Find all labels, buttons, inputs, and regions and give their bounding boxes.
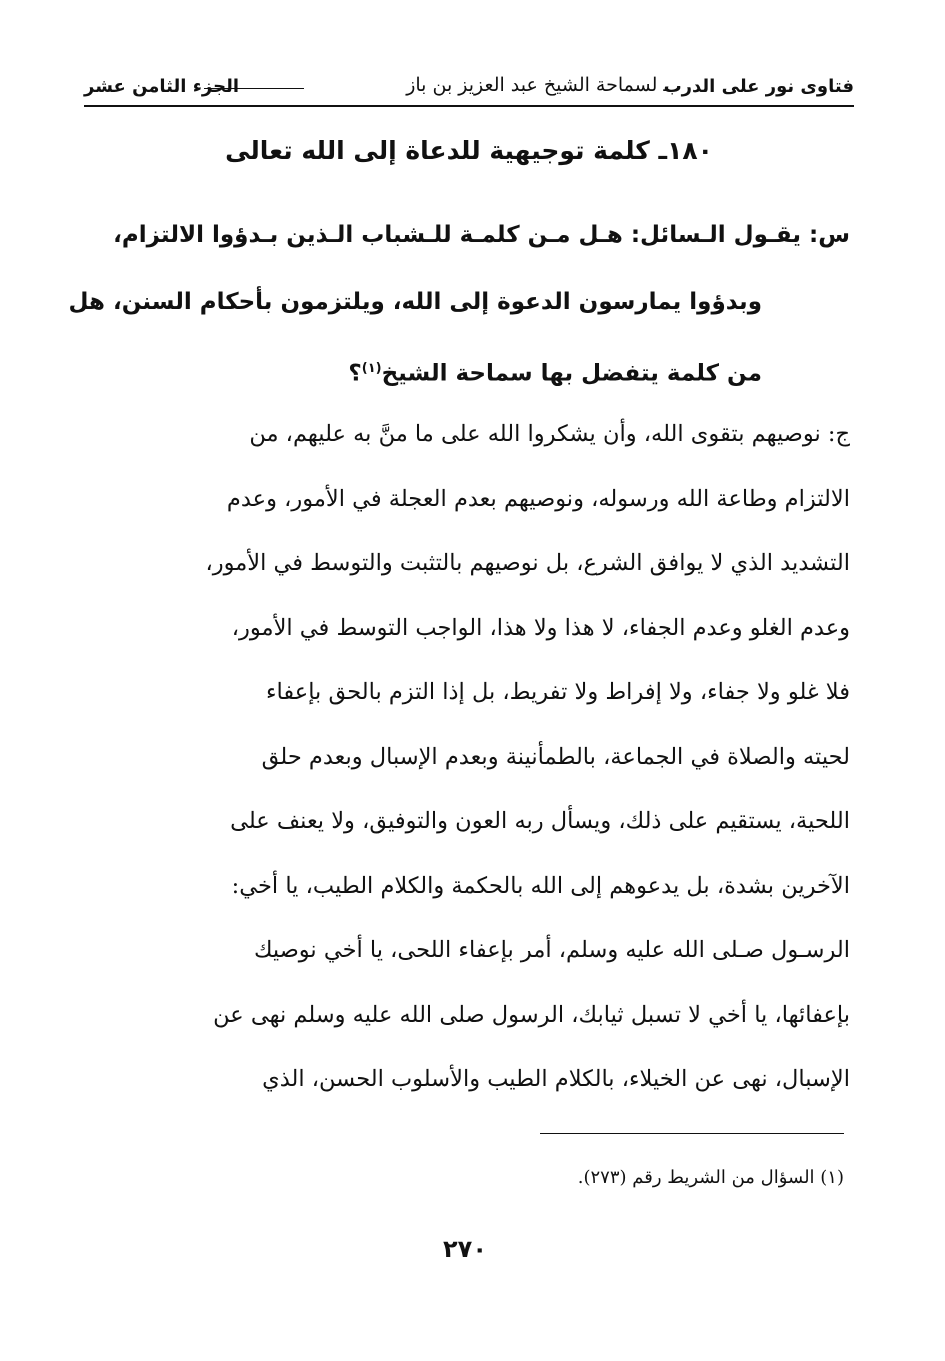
answer-line: الآخرين بشدة، بل يدعوهم إلى الله بالحكمة والكلام الطيب، يا أخي: bbox=[231, 872, 850, 899]
answer-line: لحيته والصلاة في الجماعة، بالطمأنينة وبعدم الإسبال وبعدم حلق bbox=[261, 743, 850, 770]
question-line: س: يقـول الـسائل: هـل مـن كلمـة للـشباب الـذين بـدؤوا الالتزام، bbox=[113, 222, 850, 248]
volume-label: الجزء الثامن عشر bbox=[84, 76, 240, 97]
question-line: وبدؤوا يمارسون الدعوة إلى الله، ويلتزمون بأحكام السنن، هل bbox=[68, 289, 762, 315]
question-last-text: من كلمة يتفضل بها سماحة الشيخ bbox=[381, 360, 762, 387]
question-mark: ؟ bbox=[348, 360, 362, 387]
question-line-last bbox=[80, 342, 850, 409]
answer-line: الالتزام وطاعة الله ورسوله، ونوصيهم بعدم العجلة في الأمور، وعدم bbox=[226, 485, 850, 512]
book-title: فتاوى نور على الدرب bbox=[663, 76, 854, 97]
running-header bbox=[84, 74, 854, 106]
chapter-title: ١٨٠ـ كلمة توجيهية للدعاة إلى الله تعالى bbox=[225, 136, 713, 165]
question-block bbox=[68, 208, 850, 409]
page-number: ٢٧٠ bbox=[443, 1235, 487, 1263]
author-name: ـ لسماحة الشيخ عبد العزيز بن باز bbox=[406, 74, 669, 96]
answer-line: الرسـول صـلى الله عليه وسلم، أمر بإعفاء اللحى، يا أخي نوصيك bbox=[253, 937, 850, 963]
footnote: (١) السؤال من الشريط رقم (٢٧٣). bbox=[577, 1167, 844, 1188]
footnote-separator bbox=[540, 1133, 844, 1134]
header-underline bbox=[84, 105, 854, 107]
answer-line: اللحية، يستقيم على ذلك، ويسأل ربه العون والتوفيق، ولا يعنف على bbox=[230, 808, 850, 834]
answer-line: وعدم الغلو وعدم الجفاء، لا هذا ولا هذا، الواجب التوسط في الأمور، bbox=[231, 614, 850, 641]
answer-line: بإعفائها، يا أخي لا تسبل ثيابك، الرسول صلى الله عليه وسلم نهى عن bbox=[213, 1001, 850, 1028]
answer-line: الإسبال، نهى عن الخيلاء، بالكلام الطيب والأسلوب الحسن، الذي bbox=[262, 1066, 850, 1092]
answer-line: التشديد الذي لا يوافق الشرع، بل نوصيهم بالتثبت والتوسط في الأمور، bbox=[205, 550, 850, 576]
answer-line: فلا غلو ولا جفاء، ولا إفراط ولا تفريط، بل إذا التزم بالحق بإعفاء bbox=[265, 679, 850, 705]
answer-block bbox=[80, 408, 850, 1118]
footnote-reference: (١) bbox=[361, 361, 382, 376]
answer-line: ج: نوصيهم بتقوى الله، وأن يشكروا الله على ما منَّ به عليهم، من bbox=[249, 421, 850, 447]
